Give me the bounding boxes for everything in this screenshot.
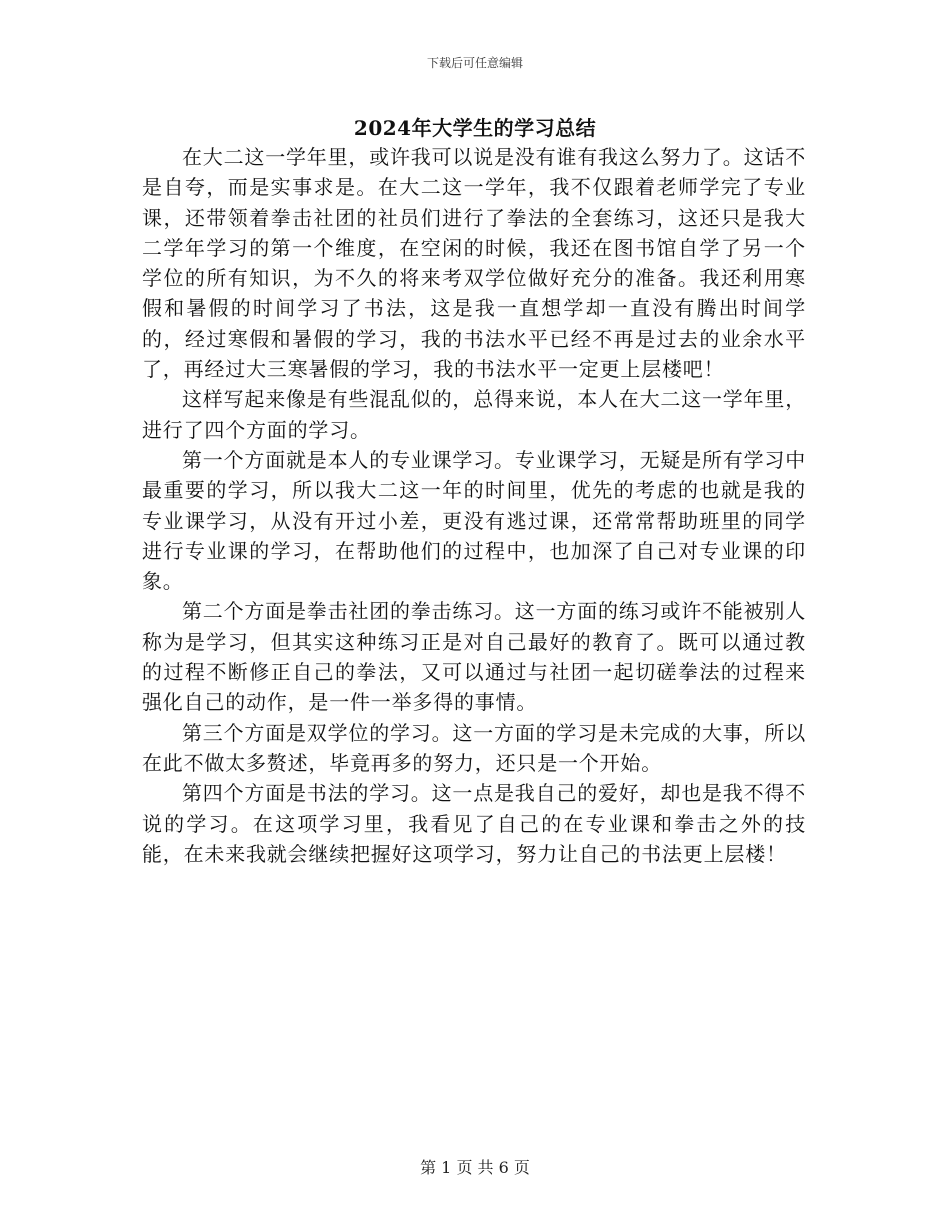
page-number: 第 1 页 共 6 页 bbox=[420, 1158, 530, 1177]
paragraph-5: 第三个方面是双学位的学习。这一方面的学习是未完成的大事，所以在此不做太多赘述，毕竟再多的努力，还只是一个开始。 bbox=[142, 720, 806, 775]
paragraph-3: 第一个方面就是本人的专业课学习。专业课学习，无疑是所有学习中最重要的学习，所以我大二这一年的时间里，优先的考虑的也就是我的专业课学习，从没有开过小差，更没有逃过课，还常常帮助班里的同学进行专业课的学习，在帮助他们的过程中，也加深了自己对专业课的印象。 bbox=[142, 447, 806, 594]
paragraph-1: 在大二这一学年里，或许我可以说是没有谁有我这么努力了。这话不是自夸，而是实事求是。在大二这一学年，我不仅跟着老师学完了专业课，还带领着拳击社团的社员们进行了拳法的全套练习，这还只是我大二学年学习的第一个维度，在空闲的时候，我还在图书馆自学了另一个学位的所有知识，为不久的将来考双学位做好充分的准备。我还利用寒假和暑假的时间学习了书法，这是我一直想学却一直没有腾出时间学的，经过寒假和暑假的学习，我的书法水平已经不再是过去的业余水平了，再经过大三寒暑假的学习，我的书法水平一定更上层楼吧！ bbox=[142, 145, 806, 382]
paragraph-6: 第四个方面是书法的学习。这一点是我自己的爱好，却也是我不得不说的学习。在这项学习里，我看见了自己的在专业课和拳击之外的技能，在未来我就会继续把握好这项学习，努力让自己的书法更上层楼！ bbox=[142, 781, 806, 866]
paragraph-4: 第二个方面是拳击社团的拳击练习。这一方面的练习或许不能被别人称为是学习，但其实这种练习正是对自己最好的教育了。既可以通过教的过程不断修正自己的拳法，又可以通过与社团一起切磋拳法的过程来强化自己的动作，是一件一举多得的事情。 bbox=[142, 599, 806, 715]
paragraph-2: 这样写起来像是有些混乱似的，总得来说，本人在大二这一学年里，进行了四个方面的学习。 bbox=[142, 387, 806, 442]
document-body bbox=[142, 142, 806, 869]
header-note: 下载后可任意编辑 bbox=[426, 56, 523, 70]
document-title: 2024年大学生的学习总结 bbox=[353, 116, 597, 140]
